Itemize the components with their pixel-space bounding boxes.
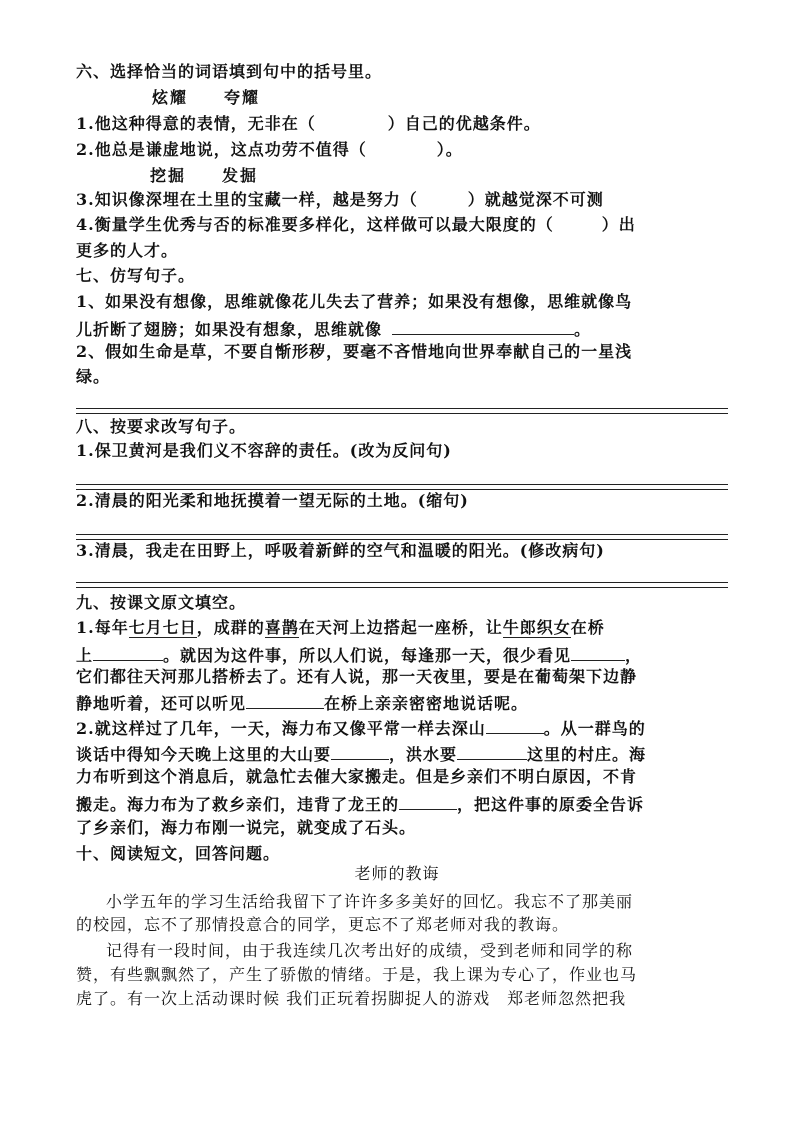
article-para1-line2: 的校园，忘不了那情投意合的同学，更忘不了郑老师对我的教诲。 [76, 915, 570, 934]
section-8-title: 八、按要求改写句子。 [76, 417, 247, 436]
passage-9-2-line2: 谈话中得知今天晚上这里的大山要 ，洪水要 这里的村庄。海 [76, 741, 646, 766]
section-7-title: 七、仿写句子。 [76, 266, 196, 285]
section-6-title: 六、选择恰当的词语填到句中的括号里。 [76, 62, 383, 81]
passage-9-1-line1: 1.每年七月七日，成群的喜鹊在天河上边搭起一座桥，让牛郎织女在桥 [76, 618, 605, 637]
passage-9-1-line3: 它们都往天河那儿搭桥去了。还有人说，那一天夜里，要是在葡萄架下边静 [76, 667, 638, 686]
passage-9-2-line1: 2.就这样过了几年，一天，海力布又像平常一样去深山 。从一群鸟的 [76, 715, 646, 740]
answer-blank[interactable] [457, 741, 527, 760]
question-6-4-cont: 更多的人才。 [76, 241, 179, 260]
answer-blank[interactable] [392, 316, 574, 335]
question-6-2: 2.他总是谦虚地说，这点功劳不值得（ ）。 [76, 140, 463, 159]
answer-line[interactable] [76, 408, 728, 409]
answer-blank[interactable] [571, 642, 625, 661]
answer-blank[interactable] [246, 690, 324, 709]
article-para2-line1: 记得有一段时间，由于我连续几次考出好的成绩，受到老师和同学的称 [106, 941, 634, 960]
answer-line [76, 587, 728, 588]
answer-blank[interactable] [486, 715, 544, 734]
section-9-title: 九、按课文原文填空。 [76, 593, 247, 612]
answer-blank[interactable] [399, 791, 457, 810]
answer-blank[interactable] [331, 741, 389, 760]
question-6-3: 3.知识像深埋在土里的宝藏一样，越是努力（ ）就越觉深不可测 [76, 190, 604, 209]
question-7-1-cont: 儿折断了翅膀；如果没有想象，思维就像 。 [76, 316, 591, 341]
article-para2-line2: 赞，有些飘飘然了，产生了骄傲的情绪。于是，我上课为专心了，作业也马 [76, 965, 638, 984]
question-6-1: 1.他这种得意的表情，无非在（ ）自己的优越条件。 [76, 114, 541, 133]
question-7-1: 1、如果没有想像，思维就像花儿失去了营养；如果没有想像，思维就像鸟 [76, 292, 633, 311]
word-choices-2: 挖掘 发掘 [150, 166, 259, 185]
article-para2-line3: 虎了。有一次上活动课时候 我们正玩着拐脚捉人的游戏 郑老师忽然把我 [76, 989, 627, 1008]
article-para1-line1: 小学五年的学习生活给我留下了许许多多美好的回忆。我忘不了那美丽 [106, 892, 634, 911]
question-7-2-cont: 绿。 [76, 367, 111, 386]
section-10-title: 十、阅读短文，回答问题。 [76, 844, 281, 863]
passage-9-2-line4: 搬走。海力布为了救乡亲们，违背了龙王的 ，把这件事的原委全告诉 [76, 791, 644, 816]
answer-line[interactable] [76, 484, 728, 485]
answer-line[interactable] [76, 582, 728, 583]
answer-line[interactable] [76, 534, 728, 535]
question-8-1: 1.保卫黄河是我们义不容辞的责任。(改为反问句) [76, 441, 452, 460]
question-6-4: 4.衡量学生优秀与否的标准要多样化，这样做可以最大限度的（ ）出 [76, 215, 636, 234]
question-7-2: 2、假如生命是草，不要自惭形秽，要毫不吝惜地向世界奉献自己的一星浅 [76, 342, 633, 361]
question-8-3: 3.清晨，我走在田野上，呼吸着新鲜的空气和温暖的阳光。(修改病句) [76, 541, 605, 560]
answer-blank[interactable] [93, 642, 163, 661]
word-choices-1: 炫耀 夸耀 [152, 88, 261, 107]
question-8-2: 2.清晨的阳光柔和地抚摸着一望无际的土地。(缩句) [76, 491, 469, 510]
article-title: 老师的教诲 [354, 864, 440, 883]
passage-9-2-line3: 力布听到这个消息后，就急忙去催大家搬走。但是乡亲们不明白原因，不肯 [76, 767, 638, 786]
passage-9-2-line5: 了乡亲们，海力布刚一说完，就变成了石头。 [76, 818, 417, 837]
answer-line [76, 413, 728, 414]
passage-9-1-line2: 上 。就因为这件事，所以人们说，每逢那一天，很少看见 ， [76, 642, 642, 667]
passage-9-1-line4: 静地听着，还可以听见 在桥上亲亲密密地说话呢。 [76, 690, 528, 715]
